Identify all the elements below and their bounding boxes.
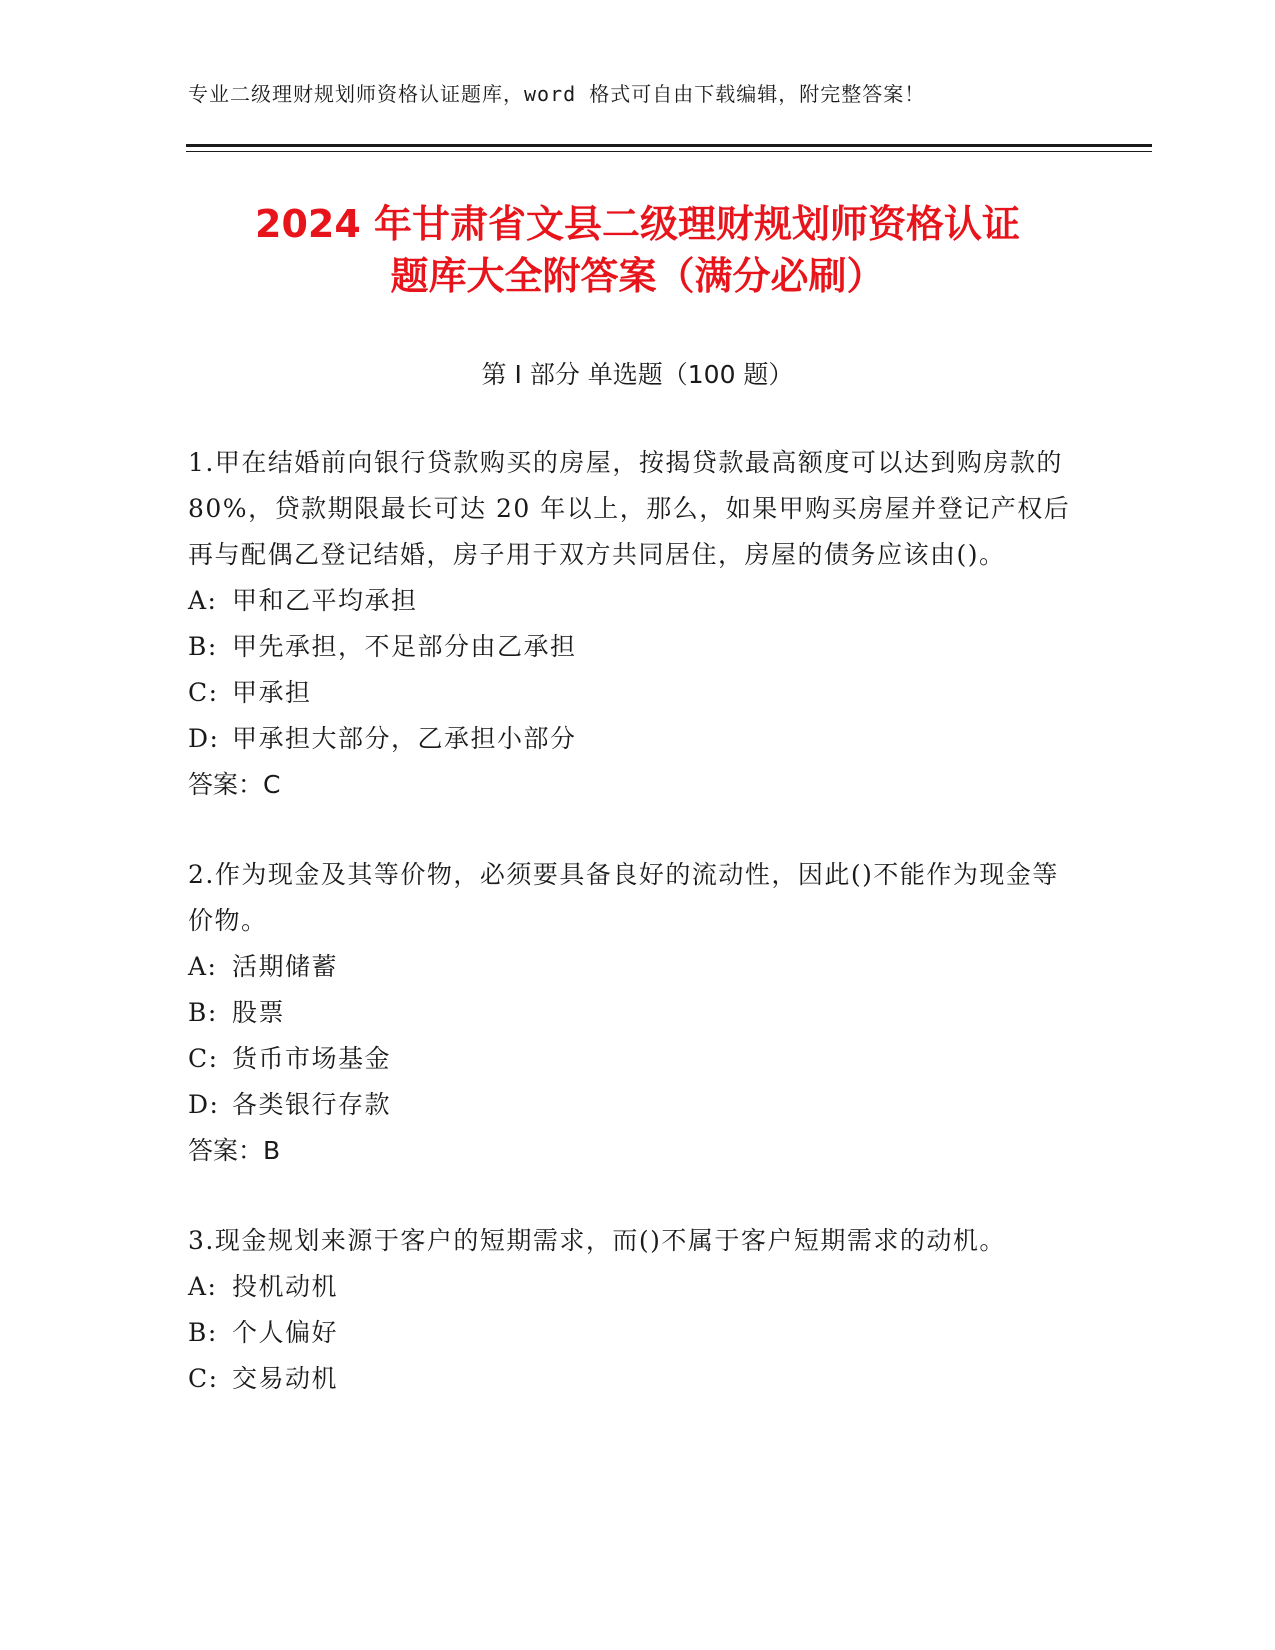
option-letter: D: (188, 724, 220, 753)
option-letter: B: (188, 998, 218, 1027)
option-b (188, 1310, 1078, 1356)
question-2 (188, 852, 1078, 1174)
option-text: 甲先承担，不足部分由乙承担 (232, 632, 577, 661)
option-text: 交易动机 (232, 1364, 339, 1393)
option-text: 货币市场基金 (232, 1044, 392, 1073)
answer-line: 答案：C (188, 770, 281, 799)
option-letter: A: (188, 952, 218, 981)
option-text: 甲承担 (232, 678, 312, 707)
question-1 (188, 440, 1078, 808)
option-d (188, 1082, 1078, 1128)
option-c (188, 670, 1078, 716)
option-b (188, 624, 1078, 670)
option-b (188, 990, 1078, 1036)
question-stem: 1.甲在结婚前向银行贷款购买的房屋，按揭贷款最高额度可以达到购房款的 80%，贷款期限最长可达 20 年以上，那么，如果甲购买房屋并登记产权后再与配偶乙登记结婚，房子用于双方共同居住，房屋的债务应该由()。 (188, 448, 1071, 569)
option-letter: B: (188, 632, 218, 661)
option-text: 投机动机 (232, 1272, 339, 1301)
option-a (188, 944, 1078, 990)
option-text: 活期储蓄 (232, 952, 339, 981)
option-letter: C: (188, 1044, 219, 1073)
option-letter: C: (188, 1364, 219, 1393)
question-3 (188, 1218, 1078, 1402)
option-text: 股票 (232, 998, 286, 1027)
document-title (0, 198, 1275, 302)
header-rule-thin (186, 151, 1152, 152)
option-a (188, 1264, 1078, 1310)
section-heading: 第 I 部分 单选题（100 题） (481, 360, 794, 389)
option-text: 甲和乙平均承担 (232, 586, 418, 615)
option-d (188, 716, 1078, 762)
option-a (188, 578, 1078, 624)
document-title-line-2: 题库大全附答案（满分必刷） (390, 254, 885, 298)
option-letter: B: (188, 1318, 218, 1347)
question-stem: 3.现金规划来源于客户的短期需求，而()不属于客户短期需求的动机。 (188, 1226, 1006, 1255)
header-rule-thick (186, 144, 1152, 147)
question-list (188, 440, 1078, 1446)
header-note: 专业二级理财规划师资格认证题库，word 格式可自由下载编辑，附完整答案！ (188, 82, 926, 106)
option-letter: A: (188, 586, 218, 615)
option-letter: A: (188, 1272, 218, 1301)
option-text: 各类银行存款 (232, 1090, 392, 1119)
option-text: 甲承担大部分，乙承担小部分 (232, 724, 577, 753)
answer-line: 答案：B (188, 1136, 281, 1165)
option-letter: C: (188, 678, 219, 707)
option-c (188, 1036, 1078, 1082)
question-stem: 2.作为现金及其等价物，必须要具备良好的流动性，因此()不能作为现金等价物。 (188, 860, 1059, 935)
option-c (188, 1356, 1078, 1402)
document-title-line-1: 2024 年甘肃省文县二级理财规划师资格认证 (255, 202, 1020, 246)
option-text: 个人偏好 (232, 1318, 339, 1347)
option-letter: D: (188, 1090, 220, 1119)
